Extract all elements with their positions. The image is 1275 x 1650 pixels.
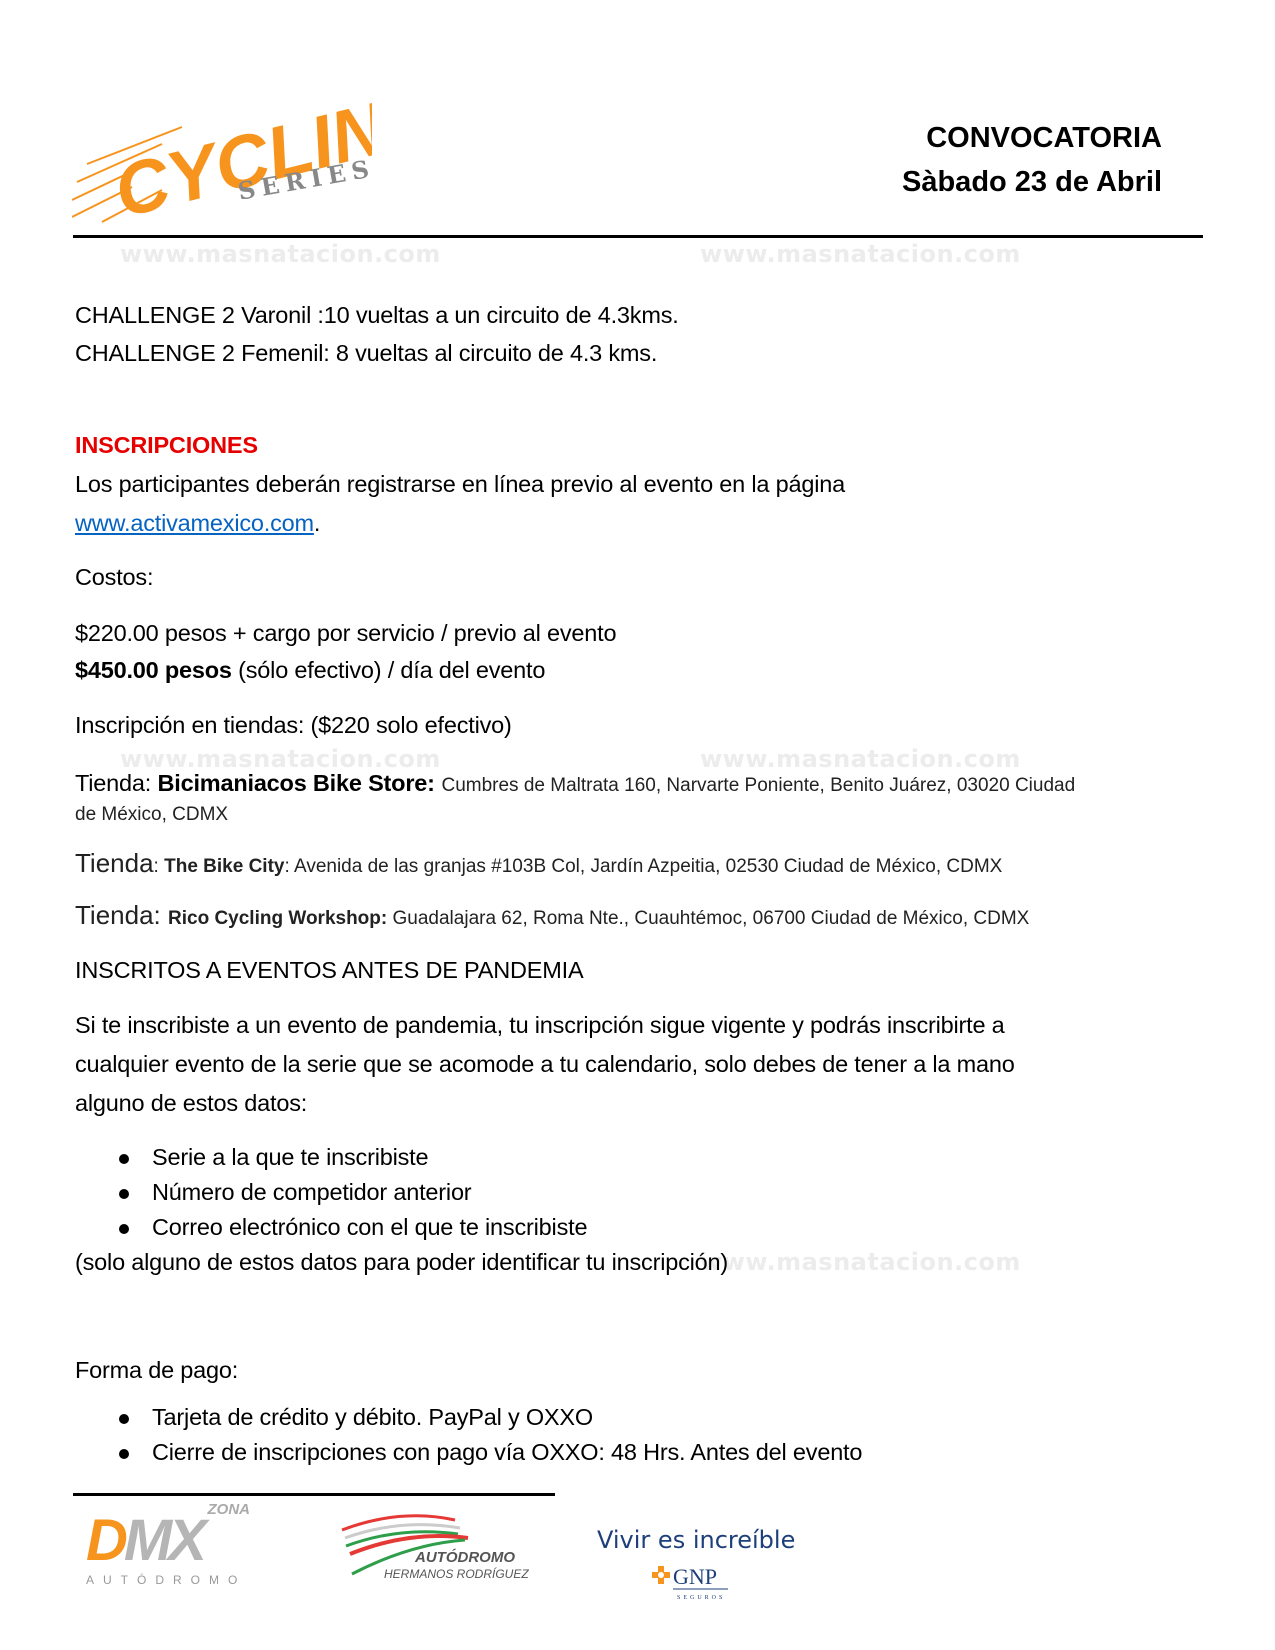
challenge-femenil: CHALLENGE 2 Femenil: 8 vueltas al circuito de 4.3 kms. <box>75 340 658 366</box>
gnp-slogan: Vivir es increíble <box>597 1526 796 1554</box>
payment-list <box>75 1400 862 1470</box>
watermark: www.masnatacion.com <box>700 1248 1021 1276</box>
store-item: Tienda: Bicimaniacos Bike Store: Cumbres de Maltrata 160, Narvarte Poniente, Benito Juárez, 03020 Ciudad <box>75 770 1076 796</box>
pandemia-data-list <box>75 1140 587 1245</box>
store-name: The Bike City <box>164 856 285 877</box>
list-item: Correo electrónico con el que te inscribiste <box>75 1210 587 1245</box>
document-title: CONVOCATORIA <box>926 122 1162 154</box>
event-date: Sàbado 23 de Abril <box>902 166 1162 198</box>
dmx-sub-text: AUTÓDROMO <box>86 1573 247 1587</box>
bullet-icon <box>119 1154 129 1164</box>
store-item: Tienda: The Bike City: Avenida de las granjas #103B Col, Jardín Azpeitia, 02530 Ciudad de México, CDMX <box>75 848 1003 878</box>
logo-main-text: CYCLING <box>106 82 372 232</box>
watermark: www.masnatacion.com <box>120 240 441 268</box>
autodromo-line1: AUTÓDROMO <box>415 1549 515 1566</box>
pandemia-heading: INSCRITOS A EVENTOS ANTES DE PANDEMIA <box>75 957 584 983</box>
bullet-icon <box>119 1414 129 1424</box>
store-address-continued: de México, CDMX <box>75 804 229 825</box>
store-item: Tienda: Rico Cycling Workshop: Guadalajara 62, Roma Nte., Cuauhtémoc, 06700 Ciudad de México, CDMX <box>75 900 1030 930</box>
cost-event-day <box>75 655 545 685</box>
cost-event-day-note: (sólo efectivo) / día del evento <box>231 657 546 683</box>
header-divider <box>73 235 1203 238</box>
cost-online: $220.00 pesos + cargo por servicio / previo al evento <box>75 620 617 646</box>
gnp-flower-icon <box>652 1566 670 1584</box>
store-name: Rico Cycling Workshop <box>168 908 381 929</box>
watermark: www.masnatacion.com <box>120 745 441 773</box>
bullet-icon <box>119 1189 129 1199</box>
stores-label: Inscripción en tiendas: ($220 solo efectivo) <box>75 712 512 738</box>
inscripciones-intro: Los participantes deberán registrarse en línea previo al evento en la página <box>75 471 845 497</box>
zona-dmx-logo <box>82 1500 262 1600</box>
registration-link-line <box>75 508 320 538</box>
bullet-icon <box>119 1449 129 1459</box>
dmx-zona-text: ZONA <box>207 1501 250 1518</box>
gnp-brand: GNP <box>673 1564 718 1589</box>
list-item: Número de competidor anterior <box>75 1175 587 1210</box>
footer-divider <box>73 1493 555 1496</box>
store-address: Guadalajara 62, Roma Nte., Cuauhtémoc, 06700 Ciudad de México, CDMX <box>392 908 1030 929</box>
costos-label: Costos: <box>75 564 154 590</box>
store-address: Avenida de las granjas #103B Col, Jardín Azpeitia, 02530 Ciudad de México, CDMX <box>294 856 1003 877</box>
store-prefix: Tienda <box>75 770 145 796</box>
cost-event-day-amount: $450.00 pesos <box>75 657 232 683</box>
store-name: Bicimaniacos Bike Store <box>157 770 428 796</box>
cycling-series-logo <box>72 82 372 232</box>
autodromo-line2: HERMANOS RODRÍGUEZ <box>384 1567 529 1581</box>
pandemia-note: (solo alguno de estos datos para poder identificar tu inscripción) <box>75 1249 729 1275</box>
bullet-icon <box>119 1224 129 1234</box>
link-suffix: . <box>313 510 321 536</box>
pandemia-text-line: Si te inscribiste a un evento de pandemia, tu inscripción sigue vigente y podrás inscribirte a <box>75 1012 1005 1038</box>
logo-sub-text: SERIES <box>235 153 372 206</box>
activamexico-link[interactable]: www.activamexico.com <box>75 510 314 536</box>
list-item: Tarjeta de crédito y débito. PayPal y OXXO <box>75 1400 862 1435</box>
watermark: www.masnatacion.com <box>700 745 1021 773</box>
gnp-seguros-logo <box>595 1500 815 1610</box>
store-prefix: Tienda <box>75 848 154 878</box>
list-item: Cierre de inscripciones con pago vía OXXO: 48 Hrs. Antes del evento <box>75 1435 862 1470</box>
list-item: Serie a la que te inscribiste <box>75 1140 587 1175</box>
payment-label: Forma de pago: <box>75 1357 239 1383</box>
store-address: Cumbres de Maltrata 160, Narvarte Poniente, Benito Juárez, 03020 Ciudad <box>441 775 1076 796</box>
gnp-sub: SEGUROS <box>677 1595 726 1601</box>
dmx-brand-text: DMX <box>86 1508 203 1573</box>
inscripciones-heading: INSCRIPCIONES <box>75 432 258 458</box>
challenge-varonil: CHALLENGE 2 Varonil :10 vueltas a un circuito de 4.3kms. <box>75 302 679 328</box>
autodromo-hermanos-rodriguez-logo <box>340 1500 540 1600</box>
pandemia-text-line: cualquier evento de la serie que se acomode a tu calendario, solo debes de tener a la mano <box>75 1051 1015 1077</box>
watermark: www.masnatacion.com <box>700 240 1021 268</box>
store-prefix: Tienda <box>75 900 154 930</box>
pandemia-text-line: alguno de estos datos: <box>75 1090 308 1116</box>
